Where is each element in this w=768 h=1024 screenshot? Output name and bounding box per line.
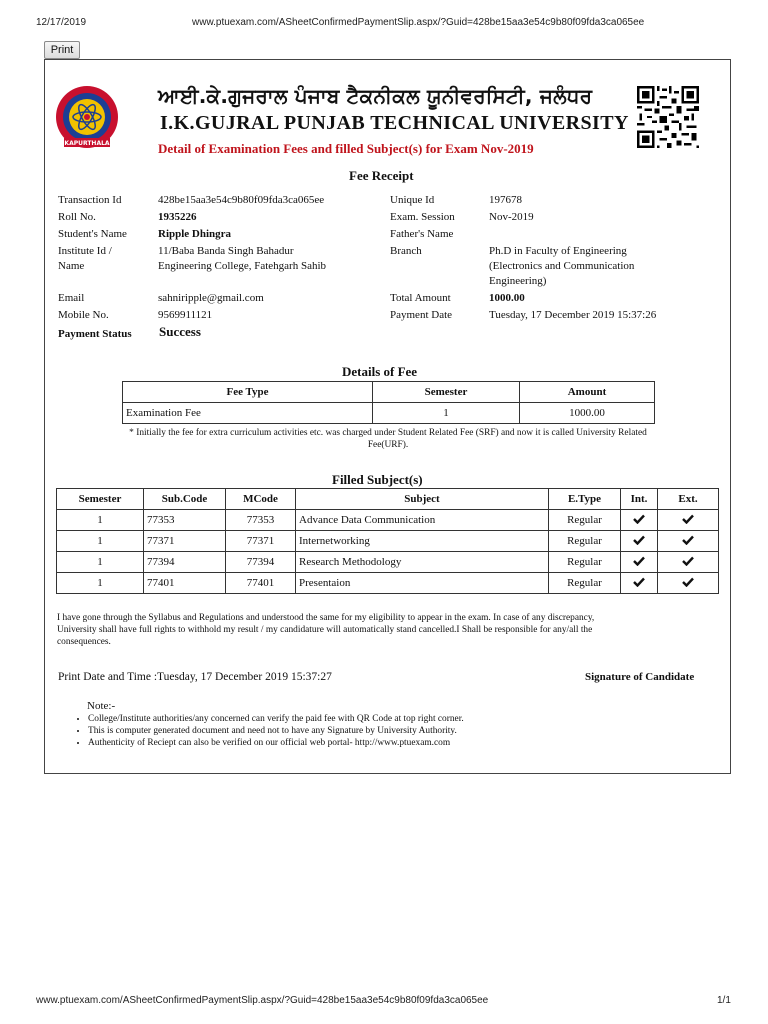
print-date-time: Print Date and Time :Tuesday, 17 December 2019 15:37:27 xyxy=(58,671,332,683)
check-icon xyxy=(633,514,645,524)
int-cell xyxy=(621,573,658,594)
payment-status-value: Success xyxy=(159,324,201,339)
email-value: sahniripple@gmail.com xyxy=(158,292,264,304)
check-icon xyxy=(633,556,645,566)
father-name-label: Father's Name xyxy=(390,228,454,240)
int-header: Int. xyxy=(621,489,658,510)
total-amount-value: 1000.00 xyxy=(489,292,525,304)
roll-no-value: 1935226 xyxy=(158,211,197,223)
payment-status-label: Payment Status xyxy=(58,328,132,340)
exam-session-value: Nov-2019 xyxy=(489,211,534,223)
subject-cell: Research Methodology xyxy=(296,552,549,573)
etype-header: E.Type xyxy=(549,489,621,510)
institute-value-line-1: 11/Baba Banda Singh Bahadur xyxy=(158,245,294,257)
mobile-label: Mobile No. xyxy=(58,309,109,321)
semester-cell: 1 xyxy=(57,573,144,594)
check-icon xyxy=(682,535,694,545)
print-date: 12/17/2019 xyxy=(36,17,87,28)
institute-label-line-1: Institute Id / xyxy=(58,245,112,257)
unique-id-label: Unique Id xyxy=(390,194,435,206)
payment-date-value: Tuesday, 17 December 2019 15:37:26 xyxy=(489,309,657,321)
branch-label: Branch xyxy=(390,245,422,257)
amount-header: Amount xyxy=(520,382,655,403)
semester-header: Semester xyxy=(373,382,520,403)
unique-id-value: 197678 xyxy=(489,194,522,206)
ext-cell xyxy=(658,552,719,573)
subject-cell: Presentaion xyxy=(296,573,549,594)
check-icon xyxy=(682,514,694,524)
ext-cell xyxy=(658,510,719,531)
mcode-cell: 77371 xyxy=(226,531,296,552)
mcode-cell: 77394 xyxy=(226,552,296,573)
sub-code-cell: 77401 xyxy=(144,573,226,594)
sub-code-cell: 77353 xyxy=(144,510,226,531)
etype-cell: Regular xyxy=(549,531,621,552)
declaration-line-2: University shall have full rights to withhold my result / my candidature will automatically stand cancelled.I Shall be responsible for any/all the xyxy=(57,625,593,635)
page-url: www.ptuexam.com/ASheetConfirmedPaymentSlip.aspx/?Guid=428be15aa3e54c9b80f09fda3ca065ee xyxy=(192,17,645,28)
table-row xyxy=(57,552,719,573)
check-icon xyxy=(682,577,694,587)
institute-label-line-2: Name xyxy=(58,260,85,272)
ext-cell xyxy=(658,573,719,594)
subjects-table xyxy=(56,488,719,594)
sub-code-cell: 77394 xyxy=(144,552,226,573)
fee-footnote-line-2: Fee(URF). xyxy=(367,440,409,450)
notes-list xyxy=(74,713,464,749)
mcode-header: MCode xyxy=(226,489,296,510)
notes-title: Note:- xyxy=(87,700,116,712)
transaction-id-label: Transaction Id xyxy=(58,194,122,206)
sub-code-cell: 77371 xyxy=(144,531,226,552)
int-cell xyxy=(621,510,658,531)
footer-url: www.ptuexam.com/ASheetConfirmedPaymentSlip.aspx/?Guid=428be15aa3e54c9b80f09fda3ca065ee xyxy=(36,995,489,1006)
list-item: • This is computer generated document and need not to have any Signature by University Authority. xyxy=(88,725,464,737)
list-item: • College/Institute authorities/any concerned can verify the paid fee with QR Code at top right corner. xyxy=(88,713,464,725)
semester-cell: 1 xyxy=(57,531,144,552)
page-count: 1/1 xyxy=(717,995,731,1006)
university-name: I.K.GUJRAL PUNJAB TECHNICAL UNIVERSITY xyxy=(160,112,629,134)
declaration-line-3: consequences. xyxy=(57,637,111,647)
sub-code-header: Sub.Code xyxy=(144,489,226,510)
amount-cell: 1000.00 xyxy=(520,403,655,424)
subjects-title: Filled Subject(s) xyxy=(332,472,423,487)
etype-cell: Regular xyxy=(549,510,621,531)
signature-label: Signature of Candidate xyxy=(585,671,695,683)
university-name-punjabi: ਆਈ.ਕੇ.ਗੁਜਰਾਲ ਪੰਜਾਬ ਟੈਕਨੀਕਲ ਯੂਨੀਵਰਸਿਟੀ, ਜਲੰਧਰ xyxy=(158,84,593,108)
fee-details-header-row xyxy=(123,382,655,403)
semester-cell: 1 xyxy=(57,510,144,531)
int-cell xyxy=(621,531,658,552)
qr-code xyxy=(637,86,699,148)
mcode-cell: 77401 xyxy=(226,573,296,594)
email-label: Email xyxy=(58,292,85,304)
table-row xyxy=(57,573,719,594)
fee-footnote-line-1: * Initially the fee for extra curriculum activities etc. was charged under Student Related Fee (SRF) and now it is called University Related xyxy=(129,428,647,438)
branch-value-line-1: Ph.D in Faculty of Engineering xyxy=(489,245,627,257)
student-name-value: Ripple Dhingra xyxy=(158,228,232,240)
fee-details-title: Details of Fee xyxy=(342,364,418,379)
semester-header: Semester xyxy=(57,489,144,510)
university-logo xyxy=(54,84,120,150)
ext-header: Ext. xyxy=(658,489,719,510)
print-button[interactable]: Print xyxy=(44,41,80,59)
fee-type-cell: Examination Fee xyxy=(123,403,373,424)
semester-cell: 1 xyxy=(57,552,144,573)
table-row xyxy=(57,510,719,531)
table-row xyxy=(123,403,655,424)
page-subtitle: Detail of Examination Fees and filled Subject(s) for Exam Nov-2019 xyxy=(158,141,534,156)
etype-cell: Regular xyxy=(549,573,621,594)
branch-value-line-2: (Electronics and Communication xyxy=(489,260,635,272)
fee-type-header: Fee Type xyxy=(123,382,373,403)
fee-details-table xyxy=(122,381,655,424)
mobile-value: 9569911121 xyxy=(158,309,213,321)
int-cell xyxy=(621,552,658,573)
subject-cell: Advance Data Communication xyxy=(296,510,549,531)
table-row xyxy=(57,531,719,552)
subject-header: Subject xyxy=(296,489,549,510)
subject-cell: Internetworking xyxy=(296,531,549,552)
logo-text: KAPURTHALA xyxy=(64,140,110,147)
check-icon xyxy=(682,556,694,566)
ext-cell xyxy=(658,531,719,552)
check-icon xyxy=(633,535,645,545)
student-name-label: Student's Name xyxy=(58,228,127,240)
institute-value-line-2: Engineering College, Fatehgarh Sahib xyxy=(158,260,327,272)
total-amount-label: Total Amount xyxy=(390,292,451,304)
semester-cell: 1 xyxy=(373,403,520,424)
etype-cell: Regular xyxy=(549,552,621,573)
declaration-line-1: I have gone through the Syllabus and Regulations and understood the same for my eligibility to appear in the exam. In case of any discrepancy, xyxy=(57,613,595,623)
subjects-header-row xyxy=(57,489,719,510)
transaction-id-value: 428be15aa3e54c9b80f09fda3ca065ee xyxy=(158,194,325,206)
list-item: • Authenticity of Reciept can also be verified on our official web portal- http://www.ptuexam.com xyxy=(88,737,464,749)
fee-receipt-title: Fee Receipt xyxy=(349,168,414,183)
branch-value-line-3: Engineering) xyxy=(489,275,547,287)
roll-no-label: Roll No. xyxy=(58,211,96,223)
check-icon xyxy=(633,577,645,587)
exam-session-label: Exam. Session xyxy=(390,211,455,223)
payment-date-label: Payment Date xyxy=(390,309,453,321)
mcode-cell: 77353 xyxy=(226,510,296,531)
